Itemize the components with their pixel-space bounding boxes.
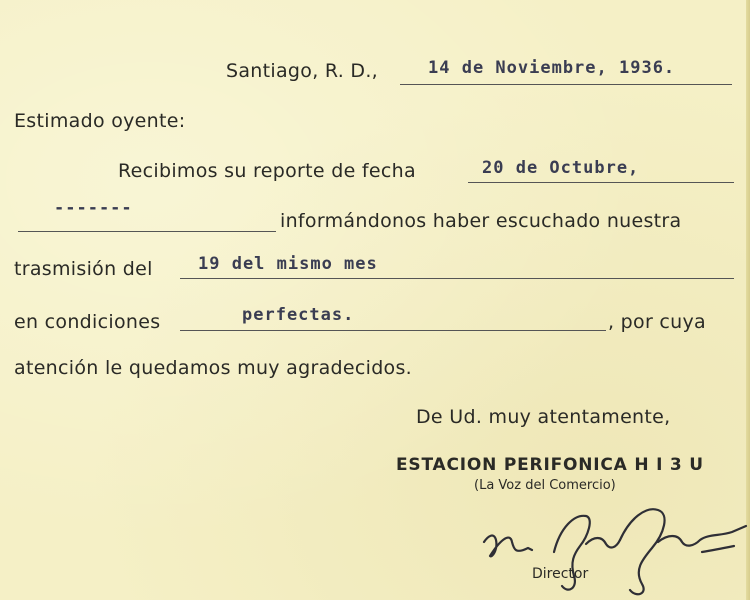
place-label: Santiago, R. D., <box>226 60 378 82</box>
station-name: ESTACION PERIFONICA H I 3 U <box>396 455 704 475</box>
conditions-rule <box>180 330 606 331</box>
signature-title: Director <box>532 566 589 582</box>
conditions-typed: perfectas. <box>242 305 355 325</box>
station-subtitle: (La Voz del Comercio) <box>474 478 616 493</box>
body-line1-text: Recibimos su reporte de fecha <box>118 160 416 182</box>
transmission-date-typed: 19 del mismo mes <box>198 254 378 274</box>
blank-typed: ------- <box>54 198 133 218</box>
blank-rule <box>18 231 276 232</box>
body-line2-text: informándonos haber escuchado nuestra <box>280 210 682 232</box>
handwritten-signature <box>470 492 750 600</box>
body-line4-text: en condiciones <box>14 311 161 333</box>
body-line3-text: trasmisión del <box>14 258 153 280</box>
date-rule <box>400 84 732 85</box>
body-line4-tail: , por cuya <box>608 311 706 333</box>
closing: De Ud. muy atentamente, <box>416 406 671 428</box>
date-typed: 14 de Noviembre, 1936. <box>428 58 676 78</box>
body-line5-text: atención le quedamos muy agradecidos. <box>14 357 413 379</box>
report-date-typed: 20 de Octubre, <box>482 158 640 178</box>
transmission-date-rule <box>180 278 734 279</box>
report-date-rule <box>468 182 734 183</box>
salutation: Estimado oyente: <box>14 110 186 132</box>
